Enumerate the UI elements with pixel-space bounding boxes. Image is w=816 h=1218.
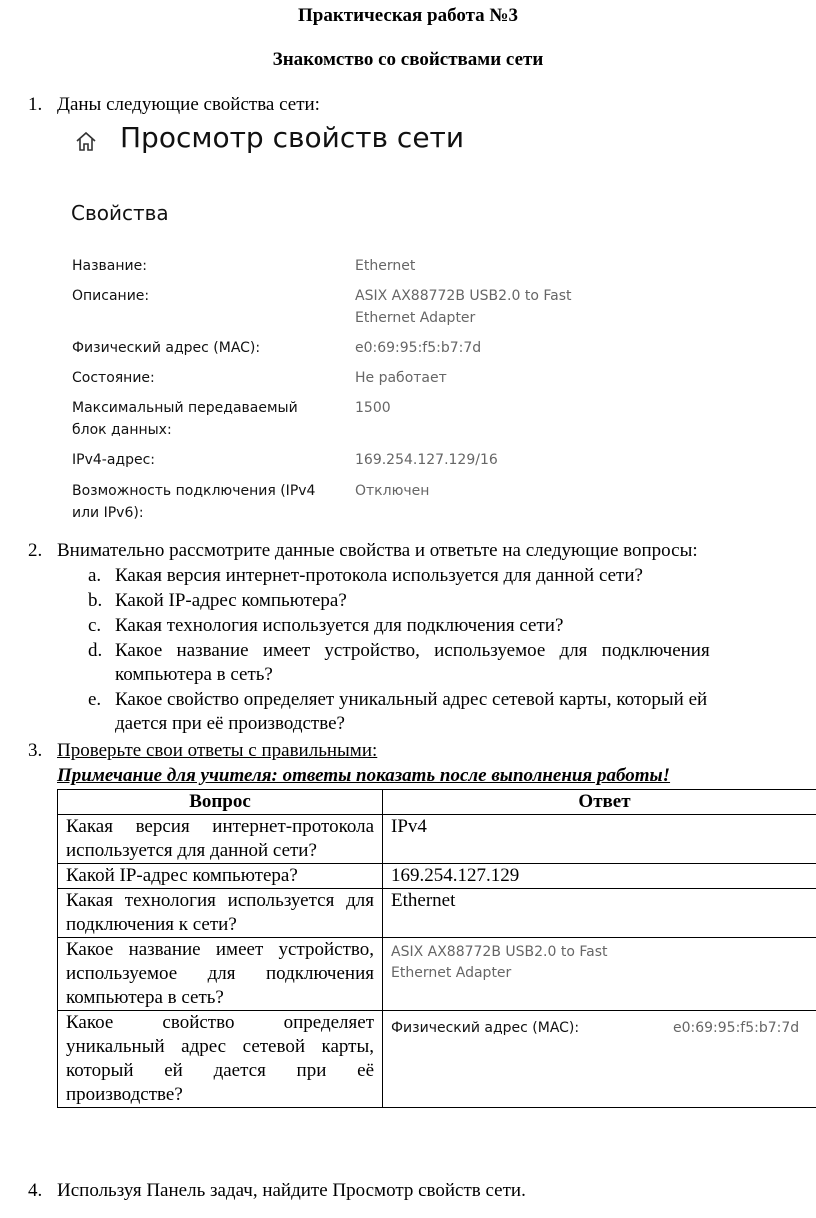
item-4-text: Используя Панель задач, найдите Просмотр свойств сети. [57,1180,526,1201]
question-text: Какое название имеет устройство, используемое для подключения [115,640,710,661]
prop-label: Физический адрес (MAC): [72,340,261,356]
question-letter: e. [88,689,102,710]
table-header-row [58,790,816,815]
answer-cell [383,938,816,1011]
prop-label: Возможность подключения (IPv4 [72,483,316,499]
screenshot-title: Просмотр свойств сети [120,121,465,154]
question-letter: b. [88,590,103,611]
prop-value-line2: Ethernet Adapter [355,310,476,326]
question-text: Какая технология используется для подключения сети? [115,615,564,636]
table-row [58,938,816,1011]
page-subtitle: Знакомство со свойствами сети [272,49,544,70]
item-number-1: 1. [28,94,43,115]
question-text: Какой IP-адрес компьютера? [115,590,347,611]
item-3-text: Проверьте свои ответы с правильными: [57,740,378,761]
answer-cell: IPv4 [383,815,816,864]
item-1-text: Даны следующие свойства сети: [57,94,320,115]
prop-value: Ethernet [355,258,416,274]
prop-value: 1500 [355,400,391,416]
item-number-3: 3. [28,740,43,761]
item-number-4: 4. [28,1180,43,1201]
answer-cell [383,1011,816,1108]
prop-label: Состояние: [72,370,155,386]
prop-label: Название: [72,258,147,274]
table-row [58,864,816,889]
column-header-answer: Ответ [383,790,816,815]
question-cell: Какое название имеет устройство, используемое для подключения компьютера в сеть? [58,938,383,1011]
item-number-2: 2. [28,540,43,561]
prop-value: Не работает [355,370,447,386]
home-icon [74,130,98,158]
answer-cell: Ethernet [383,889,816,938]
answer-label: Физический адрес (MAC): [391,1020,580,1036]
prop-label: IPv4-адрес: [72,452,155,468]
answer-line: ASIX AX88772B USB2.0 to Fast [391,944,608,960]
question-cell: Какой IP-адрес компьютера? [58,864,383,889]
prop-value: ASIX AX88772B USB2.0 to Fast [355,288,572,304]
prop-value: Отключен [355,483,430,499]
column-header-question: Вопрос [58,790,383,815]
prop-label: Максимальный передаваемый [72,400,298,416]
teacher-note: Примечание для учителя: ответы показать после выполнения работы! [57,765,671,786]
question-letter: d. [88,640,103,661]
question-text: Какое свойство определяет уникальный адрес сетевой карты, который ей [115,689,708,710]
page-title: Практическая работа №3 [297,5,519,26]
prop-label: Описание: [72,288,150,304]
table-row [58,815,816,864]
question-cell: Какая технология используется для подключения к сети? [58,889,383,938]
question-letter: a. [88,565,102,586]
question-text-line2: дается при её производстве? [115,713,345,734]
item-2-text: Внимательно рассмотрите данные свойства и ответьте на следующие вопросы: [57,540,698,561]
question-cell: Какая версия интернет-протокола используется для данной сети? [58,815,383,864]
prop-label-line2: блок данных: [72,422,172,438]
question-cell: Какое свойство определяет уникальный адрес сетевой карты, который ей дается при её производстве? [58,1011,383,1108]
question-text-line2: компьютера в сеть? [115,664,273,685]
section-title: Свойства [71,201,169,225]
prop-value: e0:69:95:f5:b7:7d [355,340,482,356]
answer-line: Ethernet Adapter [391,965,512,981]
table-row [58,1011,816,1108]
prop-value: 169.254.127.129/16 [355,452,498,468]
answers-table [57,789,816,1108]
prop-label-line2: или IPv6): [72,505,144,521]
answer-cell: 169.254.127.129 [383,864,816,889]
question-letter: c. [88,615,102,636]
table-row [58,889,816,938]
question-text: Какая версия интернет-протокола используется для данной сети? [115,565,643,586]
answer-value: e0:69:95:f5:b7:7d [673,1020,800,1036]
